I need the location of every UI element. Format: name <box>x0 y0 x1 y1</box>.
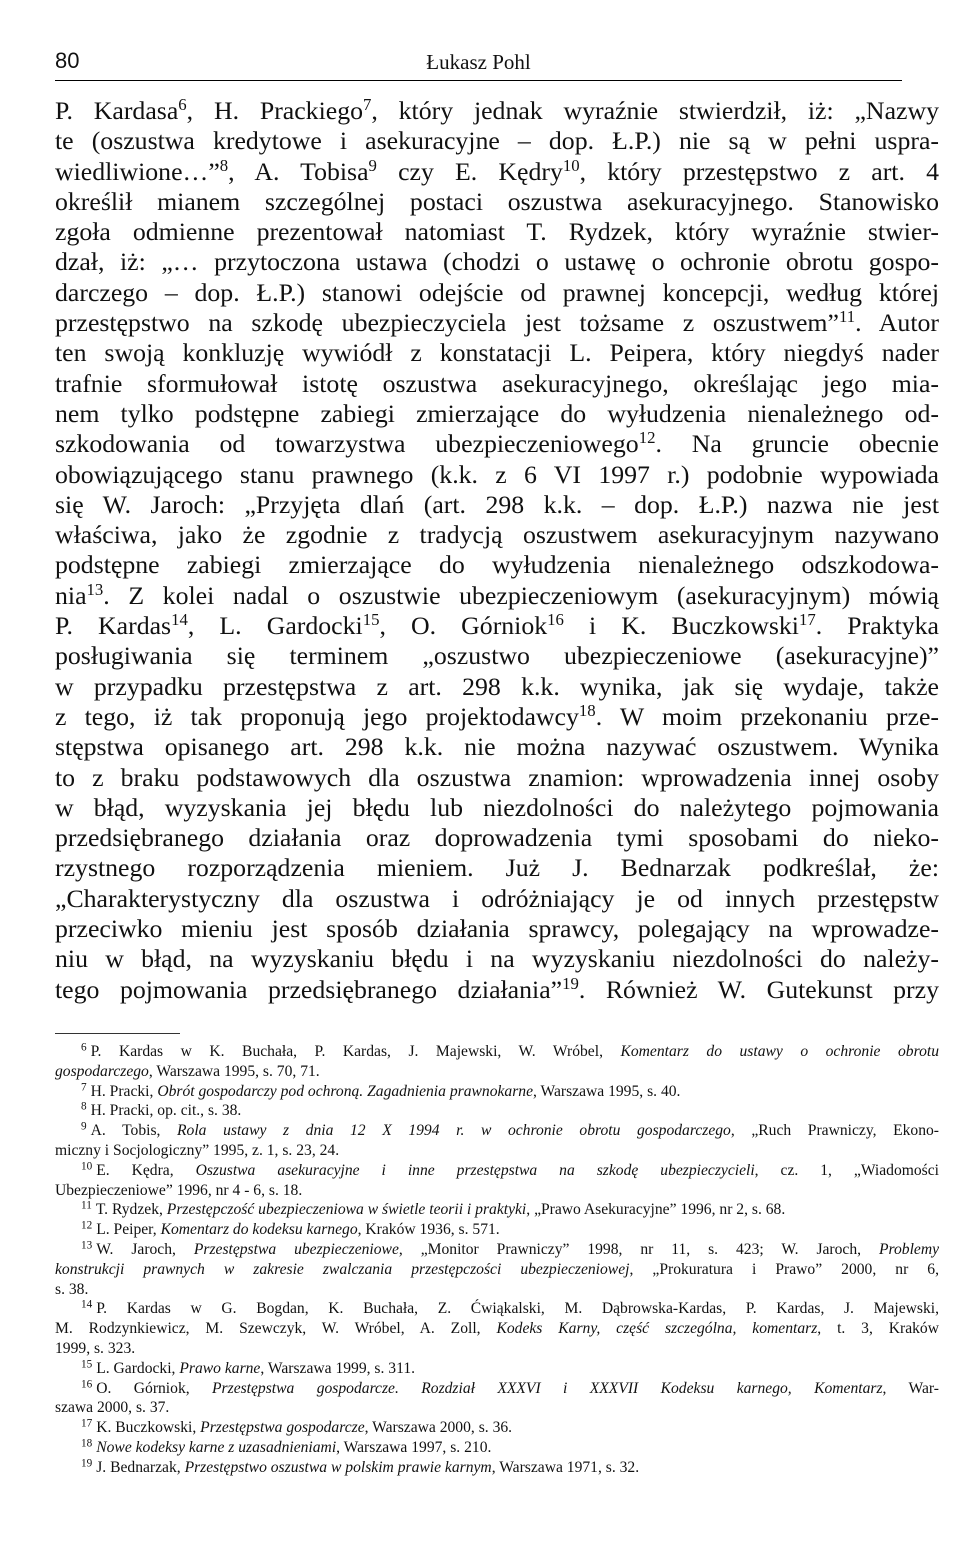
footnote-number: 15 <box>81 1358 93 1371</box>
text-run: , L. Gardocki <box>187 611 363 641</box>
footnote-line <box>55 1082 939 1102</box>
footnote-text: P. Kardas w G. Bogdan, K. Buchała, Z. Ćwiąkalski, M. Dąbrowska-Kardas, P. Kardas, J. Majewski, <box>96 1300 939 1318</box>
text-run: przeciwko mieniu jest sposób działania sprawcy, polegający na wprowadze- <box>55 914 939 944</box>
text-run: dzał, iż: „… przytoczona ustawa (chodzi o ustawę o ochronie obrotu gospo- <box>55 247 939 277</box>
text-line <box>55 793 939 823</box>
footnote-title: Przestępstwo oszustwa w polskim prawie karnym <box>184 1458 492 1476</box>
footnote-19 <box>55 1458 939 1478</box>
footnote-7 <box>55 1082 939 1102</box>
text-run: przedsiębranego działania oraz doprowadzenia tymi sposobami do nieko- <box>55 823 939 853</box>
text-run: . Również W. Gutekunst przy <box>578 974 939 1004</box>
footnote-title: Problemy <box>878 1240 940 1258</box>
footnote-18 <box>55 1438 939 1458</box>
footnote-text: W. Jaroch, <box>96 1240 194 1258</box>
text-run: i K. Buczkowski <box>563 611 799 641</box>
text-line <box>55 96 939 126</box>
text-run: , który jednak wyraźnie stwierdził, iż: „Nazwy <box>371 96 939 125</box>
footnote-text: K. Buczkowski, <box>96 1419 201 1437</box>
main-text <box>55 96 939 1005</box>
footnote-number: 7 <box>81 1080 87 1093</box>
footnote-line <box>55 1339 939 1359</box>
footnote-title: gospodarczego <box>55 1062 149 1080</box>
footnote-text: , „Prawo Asekuracyjne” 1996, nr 2, s. 68. <box>526 1201 786 1219</box>
footnote-title: Nowe kodeksy karne z uzasadnieniami <box>96 1438 337 1456</box>
footnote-title: Przestępstwa gospodarcze. Rozdział XXXVI i XXXVII Kodeksu karnego, Komentarz <box>212 1379 883 1397</box>
footnote-15 <box>55 1359 939 1379</box>
footnote-6 <box>55 1042 939 1082</box>
footnote-line <box>55 1458 939 1478</box>
footnote-title: Rola ustawy z dnia 12 X 1994 r. w ochronie obrotu gospodarczego <box>177 1122 731 1140</box>
text-line <box>55 672 939 702</box>
footnote-text: 1999, s. 323. <box>55 1339 136 1357</box>
footnote-text: , Kraków 1936, s. 571. <box>357 1221 500 1239</box>
footnote-8 <box>55 1101 939 1121</box>
footnote-text: , cz. 1, „Wiadomości <box>754 1161 940 1179</box>
footnote-text: H. Pracki, <box>90 1082 158 1100</box>
footnote-line <box>55 1101 939 1121</box>
footnote-line <box>55 1220 939 1240</box>
footnote-10 <box>55 1161 939 1201</box>
text-run: czy E. Kędry <box>376 156 563 186</box>
footnote-number: 10 <box>81 1160 93 1173</box>
footnote-ref: 18 <box>578 700 596 720</box>
footnote-line <box>55 1121 939 1141</box>
footnote-text: , t. 3, Kraków <box>817 1320 939 1338</box>
text-line <box>55 187 939 217</box>
footnote-line <box>55 1062 939 1082</box>
text-line <box>55 308 939 338</box>
text-run: „Charakterystyczny dla oszustwa i odróżniający je od innych przestępstw <box>55 883 939 913</box>
footnote-ref: 7 <box>363 94 372 114</box>
footnote-text: L. Gardocki, <box>96 1359 180 1377</box>
text-run: zgoła odmienne prezentował natomiast T. Rydzek, który wyraźnie stwier- <box>55 217 939 247</box>
text-run: niu w błąd, na wyzyskaniu błędu i na wyzyskaniu niezdolności do należy- <box>55 944 939 974</box>
footnote-17 <box>55 1418 939 1438</box>
text-run: rzystnego rozporządzenia mieniem. Już J. Bednarzak podkreślał, że: <box>55 853 939 883</box>
footnote-line <box>55 1438 939 1458</box>
footnote-text: miczny i Socjologiczny” 1995, z. 1, s. 23, 24. <box>55 1141 340 1159</box>
footnote-title: Kodeks Karny, część szczególna, komentarz <box>496 1320 818 1338</box>
footnote-line <box>55 1418 939 1438</box>
footnote-number: 13 <box>81 1239 93 1252</box>
footnote-title: Oszustwa asekuracyjne i inne przestępstwa na szkodę ubezpieczycieli <box>195 1161 755 1179</box>
footnote-line <box>55 1181 939 1201</box>
footnote-number: 8 <box>81 1100 87 1113</box>
footnote-text: H. Pracki, op. cit., s. 38. <box>90 1102 242 1120</box>
footnote-9 <box>55 1121 939 1161</box>
text-line <box>55 369 939 399</box>
footnote-text: T. Rydzek, <box>95 1201 167 1219</box>
footnote-number: 18 <box>81 1437 93 1450</box>
text-run: P. Kardasa <box>55 96 179 125</box>
footnote-line <box>55 1359 939 1379</box>
footnote-number: 17 <box>81 1417 93 1430</box>
text-line <box>55 944 939 974</box>
footnote-title: Przestępstwa ubezpieczeniowe <box>193 1240 399 1258</box>
text-line <box>55 581 939 611</box>
text-run: w błąd, wyzyskania jej błędu lub niezdolności do należytego pojmowania <box>55 792 939 822</box>
footnote-text: , „Prokuratura i Prawo” 2000, nr 6, <box>629 1260 939 1278</box>
footnote-text: A. Tobis, <box>90 1122 178 1140</box>
text-line <box>55 247 939 277</box>
text-run: tego pojmowania przedsiębranego działania” <box>55 974 563 1004</box>
footnote-12 <box>55 1220 939 1240</box>
footnote-text: L. Peiper, <box>96 1221 161 1239</box>
footnote-text: M. Rodzynkiewicz, M. Szewczyk, W. Wróbel, A. Zoll, <box>55 1320 497 1338</box>
text-run: nia <box>55 580 87 610</box>
text-run: określił mianem szczególnej postaci oszustwa asekuracyjnego. Stanowisko <box>55 186 939 216</box>
footnote-title: konstrukcji prawnych w zakresie zwalczania przestępczości ubezpieczeniowej <box>55 1260 630 1278</box>
text-run: , H. Prackiego <box>186 96 363 125</box>
footnote-line <box>55 1260 939 1280</box>
footnote-number: 6 <box>81 1041 87 1054</box>
footnote-line <box>55 1299 939 1319</box>
footnote-text: s. 38. <box>55 1280 89 1298</box>
text-line <box>55 550 939 580</box>
footnote-text: , Warszawa 1971, s. 32. <box>491 1458 640 1476</box>
running-head: Łukasz Pohl <box>426 50 531 74</box>
page-number: 80 <box>55 48 80 73</box>
footnote-title: Przestępczość ubezpieczeniowa w świetle teorii i praktyki <box>166 1201 527 1219</box>
footnote-number: 16 <box>81 1377 93 1390</box>
footnote-text: , Warszawa 2000, s. 36. <box>364 1419 513 1437</box>
footnote-ref: 12 <box>638 428 656 448</box>
text-run: . Autor <box>855 308 939 338</box>
text-line <box>55 278 939 308</box>
page-header <box>55 44 902 81</box>
footnote-title: Prawo karne <box>179 1359 261 1377</box>
text-line <box>55 732 939 762</box>
footnote-ref: 9 <box>368 155 377 175</box>
text-run: stępstwa opisanego art. 298 k.k. nie można nazywać oszustwem. Wynika <box>55 732 939 762</box>
footnote-line <box>55 1200 939 1220</box>
text-line <box>55 520 939 550</box>
footnote-13 <box>55 1240 939 1299</box>
footnote-text: , Warszawa 1999, s. 311. <box>260 1359 416 1377</box>
text-run: , O. Górniok <box>379 611 548 641</box>
text-run: w przypadku przestępstwa z art. 298 k.k. wynika, jak się wydaje, także <box>55 671 939 701</box>
footnote-line <box>55 1240 939 1260</box>
footnote-text: E. Kędra, <box>96 1161 196 1179</box>
text-line <box>55 217 939 247</box>
footnote-separator <box>55 1033 180 1034</box>
footnote-text: szawa 2000, s. 37. <box>55 1399 170 1417</box>
text-line <box>55 975 939 1005</box>
footnote-text: , „Ruch Prawniczy, Ekono- <box>730 1122 940 1140</box>
footnote-line <box>55 1319 939 1339</box>
footnote-16 <box>55 1379 939 1419</box>
text-run: . Z kolei nadal o oszustwie ubezpieczeniowym (asekuracyjnym) mówią <box>103 580 939 610</box>
text-run: , który przestępstwo z art. 4 <box>579 156 939 186</box>
text-line <box>55 884 939 914</box>
text-run: posługiwania się terminem „oszustwo ubezpieczeniowe (asekuracyjne)” <box>55 641 939 671</box>
footnote-text: J. Bednarzak, <box>96 1458 185 1476</box>
footnote-11 <box>55 1200 939 1220</box>
text-run: te (oszustwa kredytowe i asekuracyjne – dop. Ł.P.) nie są w pełni uspra- <box>55 126 939 156</box>
text-line <box>55 702 939 732</box>
footnote-text: , War- <box>882 1379 939 1397</box>
text-run: to z braku podstawowych dla oszustwa znamion: wprowadzenia innej osoby <box>55 762 939 792</box>
text-run: się W. Jaroch: „Przyjęta dlań (art. 298 k.k. – dop. Ł.P.) nazwa nie jest <box>55 489 939 519</box>
text-line <box>55 763 939 793</box>
text-line <box>55 460 939 490</box>
footnote-ref: 13 <box>86 579 104 599</box>
footnote-line <box>55 1141 939 1161</box>
footnote-ref: 8 <box>219 155 229 175</box>
footnote-number: 11 <box>81 1199 92 1212</box>
footnote-title: Obrót gospodarczy pod ochroną. Zagadnienia prawnokarne <box>157 1082 533 1100</box>
text-line <box>55 126 939 156</box>
text-run: ten swoją konkluzję wywiódł z konstatacji L. Peipera, który niegdyś nader <box>55 338 939 368</box>
footnote-ref: 16 <box>547 609 564 629</box>
footnote-line <box>55 1280 939 1300</box>
footnote-ref: 10 <box>562 155 580 175</box>
footnote-number: 9 <box>81 1120 87 1133</box>
footnote-text: , Warszawa 1995, s. 70, 71. <box>148 1062 320 1080</box>
text-run: nem tylko podstępne zabiegi zmierzające do wyłudzenia nienależnego od- <box>55 398 939 428</box>
footnote-ref: 17 <box>798 609 816 629</box>
text-run: z tego, iż tak proponują jego projektodawcy <box>55 701 579 731</box>
text-run: . Praktyka <box>815 611 939 641</box>
footnote-line <box>55 1379 939 1399</box>
footnotes <box>55 1042 939 1478</box>
text-run: P. Kardas <box>55 611 172 641</box>
footnote-ref: 15 <box>362 609 380 629</box>
footnote-number: 14 <box>81 1298 93 1311</box>
footnote-title: Komentarz do ustawy o ochronie obrotu <box>620 1043 939 1060</box>
footnote-text: P. Kardas w K. Buchała, P. Kardas, J. Majewski, W. Wróbel, <box>90 1043 621 1060</box>
text-run: obowiązującego stanu prawnego (k.k. z 6 VI 1997 r.) podobnie wypowiada <box>55 459 939 489</box>
text-line <box>55 490 939 520</box>
text-run: . Na gruncie obecnie <box>655 429 939 459</box>
text-run: trafnie sformułował istotę oszustwa asekuracyjnego, określając jego mia- <box>55 368 939 398</box>
footnote-ref: 6 <box>178 94 187 114</box>
text-run: . W moim przekonaniu prze- <box>595 701 939 731</box>
footnote-title: Przestępstwa gospodarcze <box>200 1419 365 1437</box>
footnote-line <box>55 1161 939 1181</box>
footnote-text: , „Monitor Prawniczy” 1998, nr 11, s. 423; W. Jaroch, <box>398 1240 879 1258</box>
footnote-title: Komentarz do kodeksu karnego <box>160 1221 358 1239</box>
text-run: właściwa, jako że zgodnie z tradycją oszustwem asekuracyjnym nazywano <box>55 520 939 550</box>
footnote-text: , Warszawa 1997, s. 210. <box>336 1438 492 1456</box>
text-run: , A. Tobisa <box>228 156 369 186</box>
text-line <box>55 853 939 883</box>
text-run: wiedliwione…” <box>55 156 220 186</box>
text-line <box>55 823 939 853</box>
footnote-text: , Warszawa 1995, s. 40. <box>533 1082 681 1100</box>
footnote-number: 12 <box>81 1219 93 1232</box>
footnote-text: O. Górniok, <box>96 1379 213 1397</box>
text-line <box>55 914 939 944</box>
footnote-ref: 19 <box>562 973 579 993</box>
text-line <box>55 641 939 671</box>
footnote-line <box>55 1398 939 1418</box>
text-line <box>55 157 939 187</box>
text-line <box>55 338 939 368</box>
footnote-ref: 11 <box>838 306 856 326</box>
text-line <box>55 429 939 459</box>
text-run: przestępstwo na szkodę ubezpieczyciela jest tożsame z oszustwem” <box>55 308 839 338</box>
footnote-line <box>55 1042 939 1062</box>
footnote-number: 19 <box>81 1457 93 1470</box>
footnote-14 <box>55 1299 939 1358</box>
text-run: szkodowania od towarzystwa ubezpieczeniowego <box>55 429 639 459</box>
text-run: darczego – dop. Ł.P.) stanowi odejście od prawnej koncepcji, według której <box>55 277 939 307</box>
footnote-text: Ubezpieczeniowe” 1996, nr 4 - 6, s. 18. <box>55 1181 303 1199</box>
text-line <box>55 611 939 641</box>
text-run: podstępne zabiegi zmierzające do wyłudzenia nienależnego odszkodowa- <box>55 550 939 580</box>
footnote-ref: 14 <box>171 609 188 629</box>
text-line <box>55 399 939 429</box>
